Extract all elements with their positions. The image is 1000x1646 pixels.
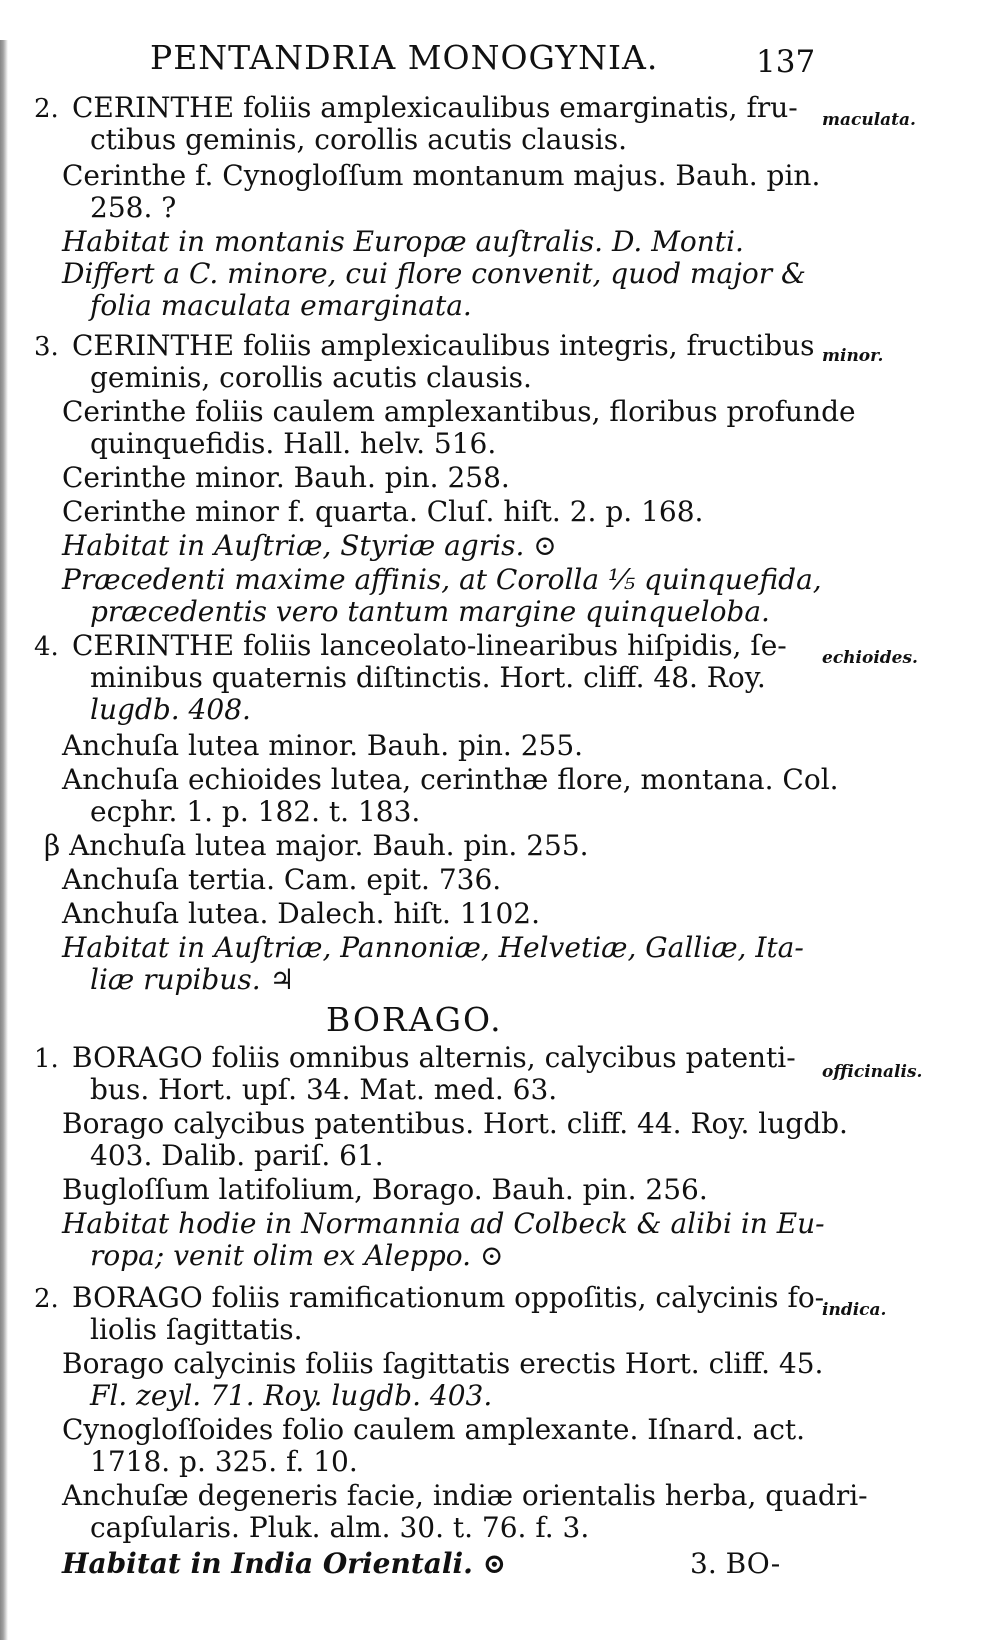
diagnosis-line: BORAGO foliis omnibus alternis, calycibus patenti-	[72, 1041, 796, 1074]
synonym-line: 1718. p. 325. f. 10.	[90, 1445, 358, 1478]
diagnosis-line: minibus quaternis diſtinctis. Hort. cliff. 48. Roy.	[90, 661, 766, 694]
habitat-line: ropa; venit olim ex Aleppo. ⊙	[90, 1239, 504, 1272]
entry-number: 2.	[34, 1284, 59, 1314]
synonym-line: Cerinthe minor f. quarta. Cluſ. hiſt. 2. p. 168.	[62, 495, 704, 528]
diagnosis-line: CERINTHE foliis lanceolato-linearibus hiſpidis, ſe-	[72, 629, 787, 662]
habitat-line: liæ rupibus. ♃	[90, 963, 295, 996]
entry-number: 1.	[34, 1044, 59, 1074]
habitat-line: Habitat in montanis Europæ auſtralis. D. Monti.	[62, 225, 744, 258]
note-line: Differt a C. minore, cui flore convenit, quod major &	[62, 257, 806, 290]
synonym-line: Cynogloſſoides folio caulem amplexante. Iſnard. act.	[62, 1413, 806, 1446]
synonym-line: quinquefidis. Hall. helv. 516.	[90, 427, 497, 460]
habitat-line: Habitat in India Orientali. ⊙	[62, 1547, 507, 1580]
synonym-line: capſularis. Pluk. alm. 30. t. 76. f. 3.	[90, 1511, 590, 1544]
entry-number: 4.	[34, 632, 59, 662]
synonym-line: 258. ?	[90, 191, 177, 224]
species-epithet: officinalis.	[822, 1062, 923, 1082]
note-line: folia maculata emarginata.	[90, 289, 472, 322]
diagnosis-line: geminis, corollis acutis clausis.	[90, 361, 532, 394]
genus-heading: BORAGO.	[326, 1000, 503, 1039]
species-epithet: indica.	[822, 1300, 887, 1320]
synonym-line: ecphr. 1. p. 182. t. 183.	[90, 795, 421, 828]
page-binding-edge	[0, 40, 8, 1640]
synonym-line: Anchuſa lutea minor. Bauh. pin. 255.	[62, 729, 584, 762]
synonym-line: Cerinthe foliis caulem amplexantibus, floribus profunde	[62, 395, 856, 428]
synonym-line: Cerinthe f. Cynogloſſum montanum majus. Bauh. pin.	[62, 159, 821, 192]
habitat-line: Habitat hodie in Normannia ad Colbeck & alibi in Eu-	[62, 1207, 825, 1240]
diagnosis-line: ctibus geminis, corollis acutis clausis.	[90, 123, 628, 156]
diagnosis-line: CERINTHE foliis amplexicaulibus integris, fructibus	[72, 329, 815, 362]
running-header: PENTANDRIA MONOGYNIA.	[150, 38, 659, 77]
variety-line: β Anchuſa lutea major. Bauh. pin. 255.	[44, 829, 589, 862]
note-line: præcedentis vero tantum margine quinqueloba.	[90, 595, 770, 628]
species-epithet: maculata.	[822, 110, 916, 130]
synonym-line: Bugloſſum latifolium, Borago. Bauh. pin. 256.	[62, 1173, 708, 1206]
synonym-line: Fl. zeyl. 71. Roy. lugdb. 403.	[90, 1379, 493, 1412]
diagnosis-line: BORAGO foliis ramificationum oppoſitis, calycinis fo-	[72, 1281, 825, 1314]
diagnosis-line: CERINTHE foliis amplexicaulibus emarginatis, fru-	[72, 91, 798, 124]
diagnosis-line: liolis ſagittatis.	[90, 1313, 303, 1346]
synonym-line: Borago calycinis foliis ſagittatis erectis Hort. cliff. 45.	[62, 1347, 824, 1380]
diagnosis-line: lugdb. 408.	[90, 693, 251, 726]
note-line: Præcedenti maxime affinis, at Corolla ⅕ quinquefida,	[62, 563, 822, 596]
synonym-line: 403. Dalib. pariſ. 61.	[90, 1139, 384, 1172]
synonym-line: Borago calycibus patentibus. Hort. cliff. 44. Roy. lugdb.	[62, 1107, 848, 1140]
species-epithet: echioides.	[822, 648, 918, 668]
synonym-line: Anchuſa lutea. Dalech. hiſt. 1102.	[62, 897, 541, 930]
habitat-line: Habitat in Auſtriæ, Styriæ agris. ⊙	[62, 529, 557, 562]
synonym-line: Anchuſæ degeneris facie, indiæ orientalis herba, quadri-	[62, 1479, 868, 1512]
entry-number: 3.	[34, 332, 59, 362]
species-epithet: minor.	[822, 346, 884, 366]
page-number: 137	[756, 44, 816, 80]
habitat-line: Habitat in Auſtriæ, Pannoniæ, Helvetiæ, Galliæ, Ita-	[62, 931, 804, 964]
synonym-line: Anchuſa echioides lutea, cerinthæ flore, montana. Col.	[62, 763, 839, 796]
synonym-line: Cerinthe minor. Bauh. pin. 258.	[62, 461, 510, 494]
synonym-line: Anchuſa tertia. Cam. epit. 736.	[62, 863, 502, 896]
entry-number: 2.	[34, 94, 59, 124]
diagnosis-line: bus. Hort. upſ. 34. Mat. med. 63.	[90, 1073, 558, 1106]
catchword: 3. BO-	[690, 1547, 781, 1580]
